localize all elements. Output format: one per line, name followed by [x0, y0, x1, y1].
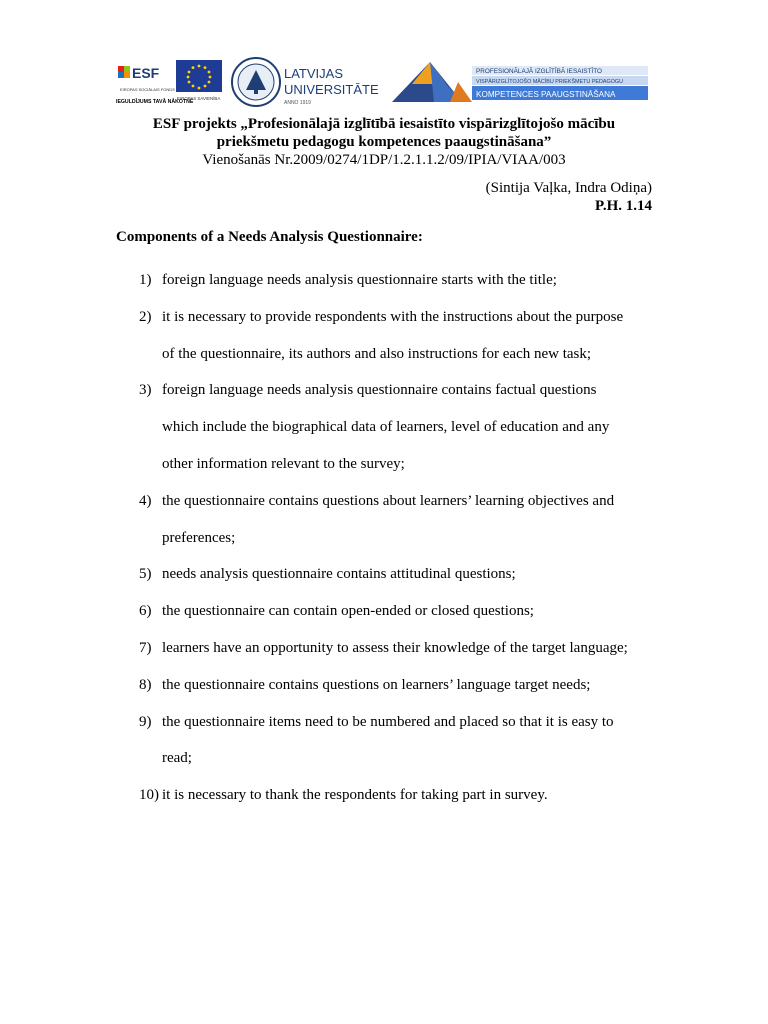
project-title-line2: priekšmetu pedagogu kompetences paaugstināšana”	[216, 134, 552, 150]
lu-name-1: LATVIJAS	[284, 66, 344, 81]
list-number: 9)	[139, 713, 152, 730]
list-item	[116, 630, 656, 667]
project-logo-line2: VISPĀRIZGLĪTOJOŠO MĀCĪBU PRIEKŠMETU PEDAGOGU	[476, 79, 623, 85]
authors-block	[486, 179, 652, 215]
list-item	[116, 299, 656, 373]
list-item	[116, 556, 656, 593]
list-text: which include the biographical data of learners, level of education and any	[162, 419, 610, 436]
project-logo-line3: KOMPETENCES PAAUGSTINĀŠANA	[476, 90, 616, 99]
list-item	[116, 483, 656, 557]
list-number: 8)	[139, 676, 152, 693]
list-number: 3)	[139, 382, 152, 399]
components-list	[116, 262, 656, 814]
project-logo	[392, 56, 652, 108]
list-text: learners have an opportunity to assess their knowledge of the target language;	[162, 639, 628, 656]
project-title-line1: ESF projekts „Profesionālajā izglītībā iesaistīto vispārizglītojošo mācību	[152, 116, 616, 132]
list-number: 4)	[139, 492, 152, 509]
list-number: 1)	[139, 272, 152, 288]
esf-slogan: IEGULDĪJUMS TAVĀ NĀKOTNĒ	[116, 99, 194, 105]
university-logo	[230, 56, 390, 108]
list-text: preferences;	[162, 529, 236, 546]
logo-bar	[112, 52, 652, 110]
list-item	[116, 262, 656, 299]
document-header	[0, 115, 768, 169]
esf-logo	[116, 58, 194, 106]
esf-mark: ESF	[132, 65, 160, 81]
authors: (Sintija Vaļka, Indra Odiņa)	[485, 180, 652, 196]
list-text: it is necessary to thank the respondents for taking part in survey.	[162, 787, 548, 804]
list-text: the questionnaire contains questions about learners’ learning objectives and	[162, 492, 615, 509]
list-text: it is necessary to provide respondents with the instructions about the purpose	[162, 308, 624, 325]
list-text: needs analysis questionnaire contains attitudinal questions;	[162, 566, 516, 583]
lu-name-2: UNIVERSITĀTE	[284, 82, 379, 97]
list-number: 7)	[139, 639, 152, 656]
eu-flag-logo	[176, 58, 224, 106]
section-heading: Components of a Needs Analysis Questionnaire:	[116, 229, 423, 245]
list-text: of the questionnaire, its authors and also instructions for each new task;	[162, 345, 592, 362]
list-item	[116, 667, 656, 704]
list-item	[116, 372, 656, 482]
list-text: read;	[162, 750, 192, 767]
eu-text: EIROPAS SAVIENĪBA	[177, 96, 221, 101]
list-text: other information relevant to the survey;	[162, 455, 405, 472]
agreement-number: Vienošanās Nr.2009/0274/1DP/1.2.1.1.2/09/IPIA/VIAA/003	[202, 152, 566, 168]
document-code: P.H. 1.14	[595, 198, 652, 214]
list-number: 2)	[139, 308, 152, 325]
list-text: the questionnaire contains questions on learners’ language target needs;	[162, 676, 591, 693]
project-logo-line1: PROFESIONĀLAJĀ IZGLĪTĪBĀ IESAISTĪTO	[476, 68, 602, 75]
list-item	[116, 777, 656, 814]
list-item	[116, 704, 656, 778]
list-text: foreign language needs analysis questionnaire contains factual questions	[162, 382, 597, 399]
list-text: foreign language needs analysis questionnaire starts with the title;	[162, 272, 557, 288]
list-number: 10)	[139, 787, 159, 804]
esf-text: EIROPAS SOCIĀLAIS FONDS	[120, 87, 175, 92]
list-text: the questionnaire items need to be numbered and placed so that it is easy to	[162, 713, 614, 730]
lu-year: ANNO 1919	[284, 100, 311, 106]
list-item	[116, 593, 656, 630]
list-number: 6)	[139, 603, 152, 620]
list-number: 5)	[139, 566, 152, 583]
list-text: the questionnaire can contain open-ended or closed questions;	[162, 603, 534, 620]
